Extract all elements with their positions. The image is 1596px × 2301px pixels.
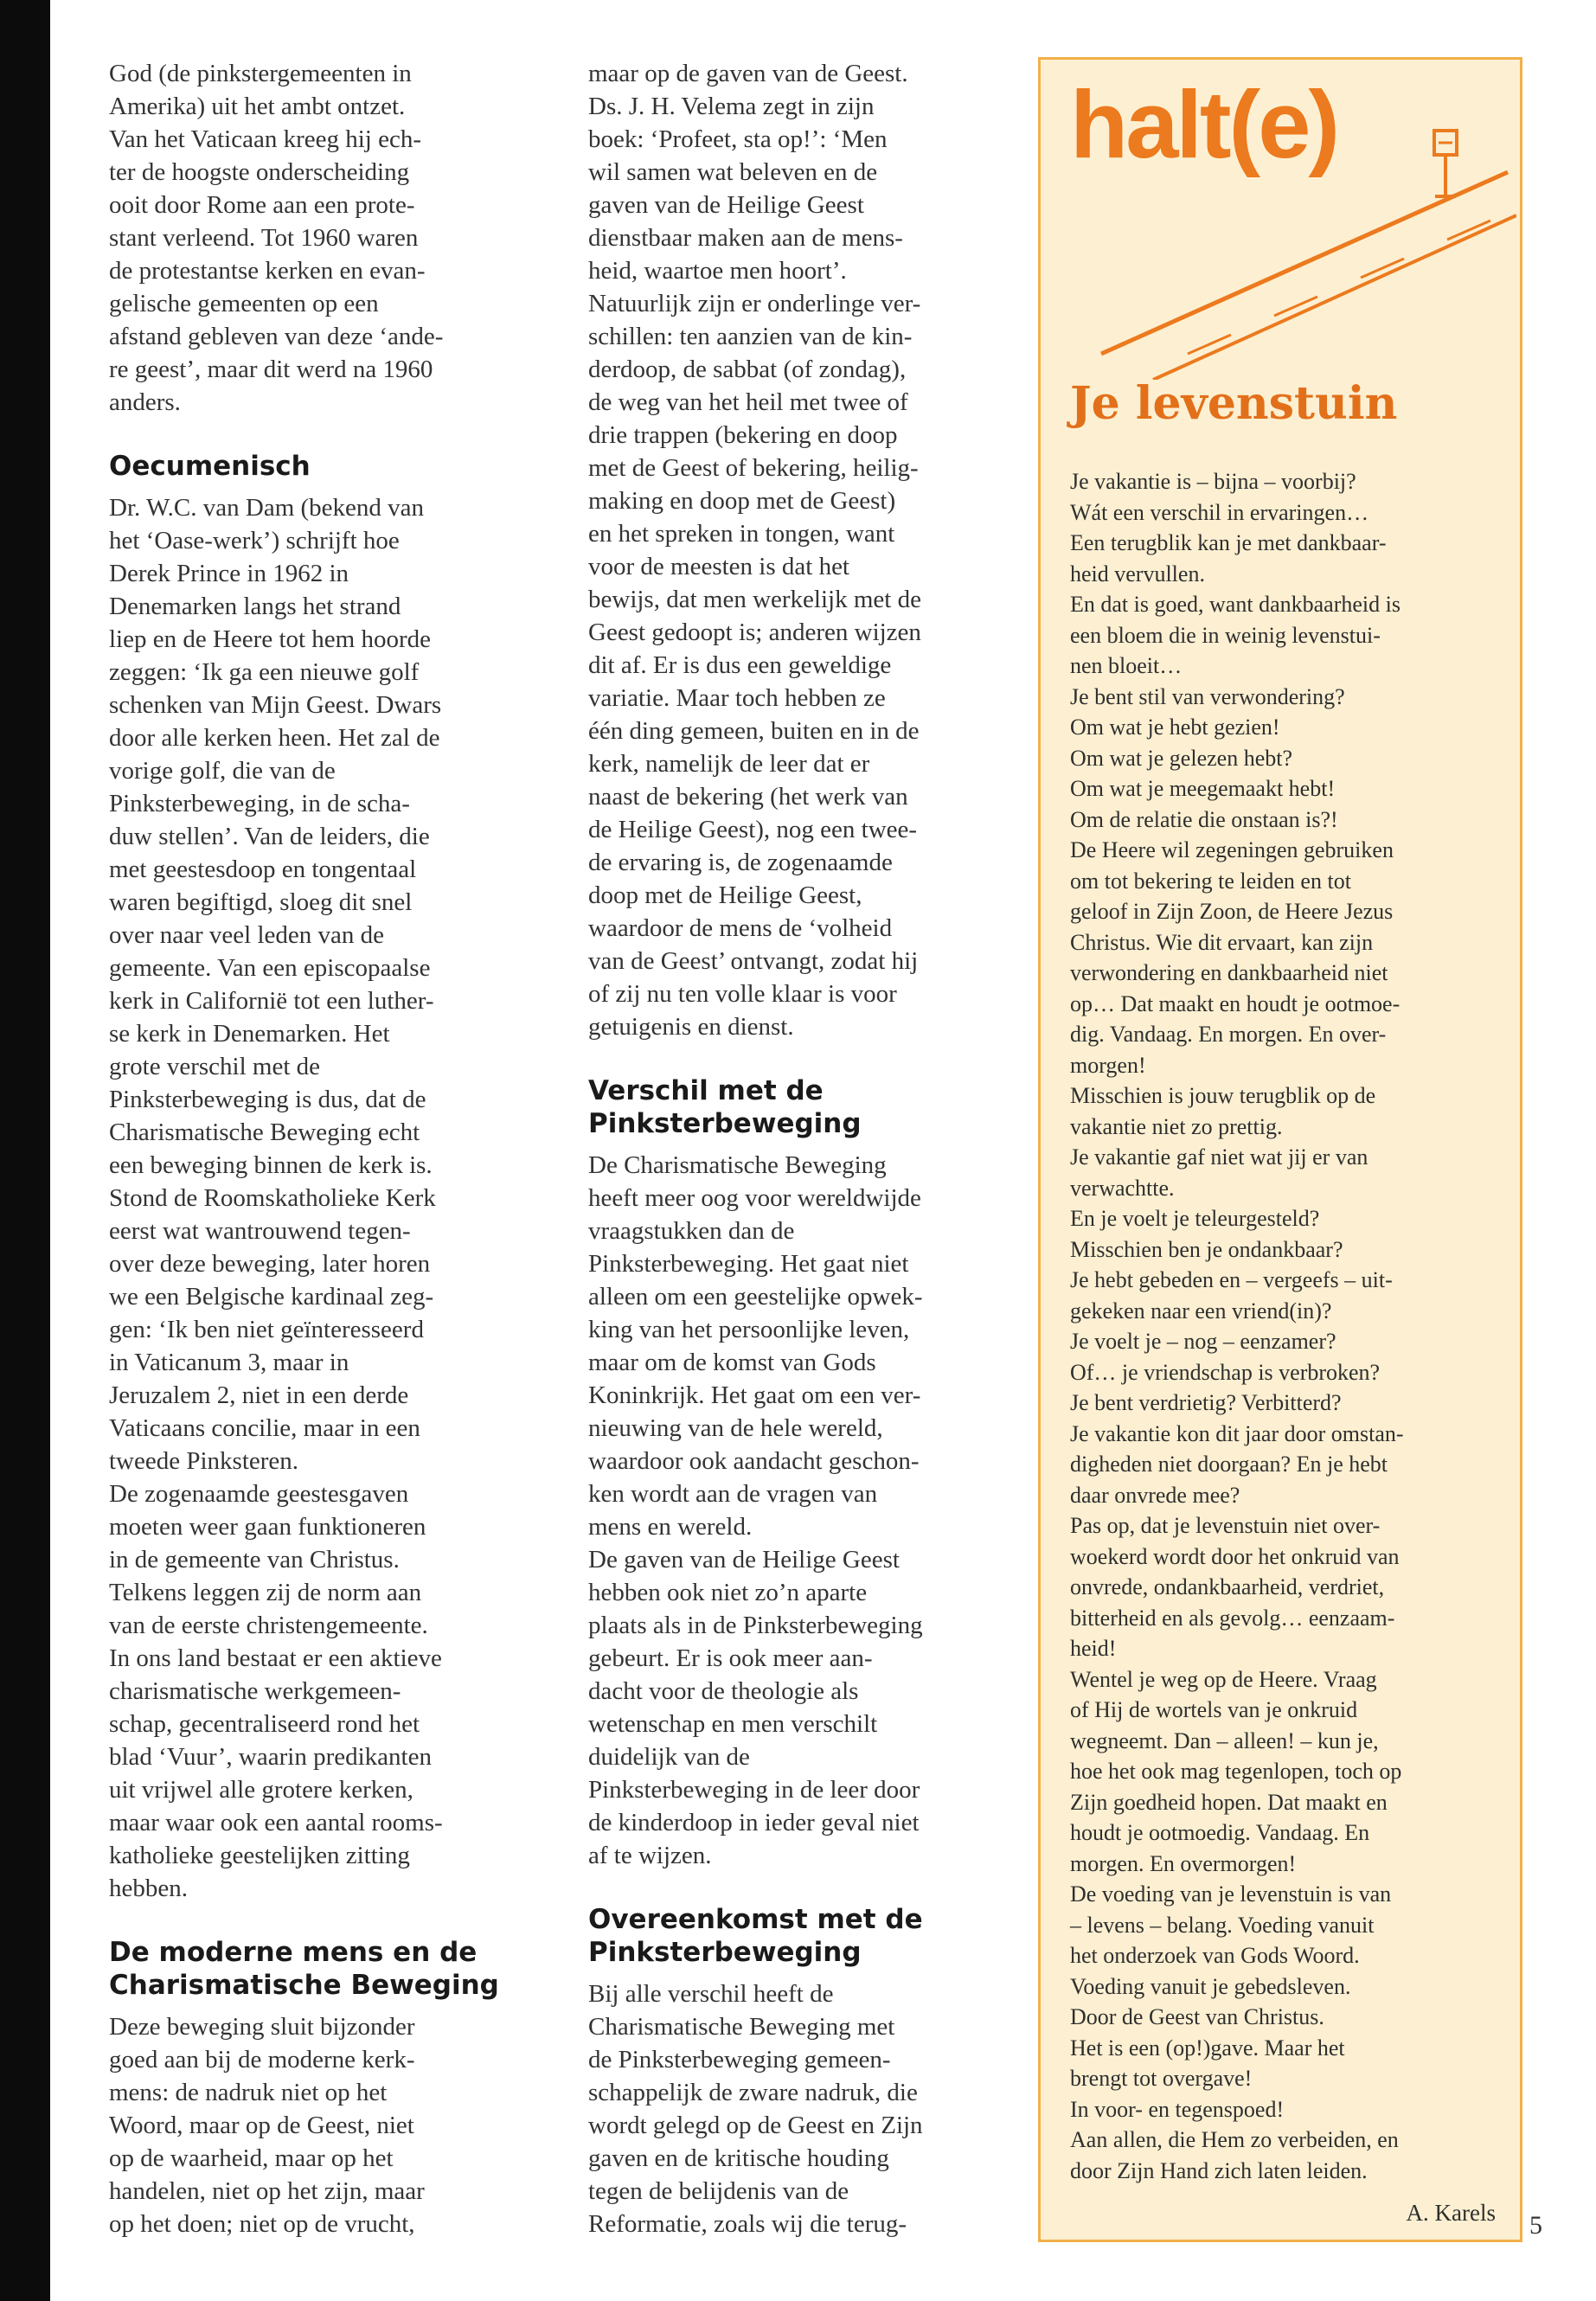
text-line: alleen om een geestelijke opwek- bbox=[588, 1283, 923, 1311]
text-line: Je voelt je – nog – eenzamer? bbox=[1070, 1329, 1336, 1354]
text-line: wegneemt. Dan – alleen! – kun je, bbox=[1070, 1727, 1379, 1753]
text-line: blad ‘Vuur’, waarin predikanten bbox=[109, 1743, 432, 1771]
text-line: Natuurlijk zijn er onderlinge ver- bbox=[588, 290, 921, 317]
text-line: de weg van het heil met twee of bbox=[588, 388, 908, 416]
text-line: Een terugblik kan je met dankbaar- bbox=[1070, 530, 1387, 555]
text-line: om tot bekering te leiden en tot bbox=[1070, 868, 1351, 894]
text-line: gaven en de kritische houding bbox=[588, 2144, 889, 2172]
text-line: Pas op, dat je levenstuin niet over- bbox=[1070, 1513, 1381, 1538]
text-line: bewijs, dat men werkelijk met de bbox=[588, 586, 921, 613]
text-line: bitterheid en als gevolg… eenzaam- bbox=[1070, 1605, 1395, 1631]
text-line: op het doen; niet op de vrucht, bbox=[109, 2210, 415, 2238]
col2-intro bbox=[588, 57, 1021, 1043]
text-line: eerst wat wantrouwend tegen- bbox=[109, 1217, 411, 1245]
text-line: daar onvrede mee? bbox=[1070, 1482, 1240, 1508]
sidebar-box bbox=[1038, 57, 1522, 2242]
text-line: Je hebt gebeden en – vergeefs – uit- bbox=[1070, 1267, 1393, 1292]
text-line: schillen: ten aanzien van de kin- bbox=[588, 323, 913, 350]
text-line: stant verleend. Tot 1960 waren bbox=[109, 224, 419, 252]
text-line: De voeding van je levenstuin is van bbox=[1070, 1881, 1392, 1907]
text-line: Pinksterbeweging is dus, dat de bbox=[109, 1086, 426, 1113]
text-line: De Charismatische Beweging bbox=[588, 1151, 887, 1179]
text-line: Je vakantie is – bijna – voorbij? bbox=[1070, 469, 1356, 494]
text-line: Om de relatie die onstaan is?! bbox=[1070, 806, 1338, 832]
text-line: maar om de komst van Gods bbox=[588, 1349, 876, 1376]
text-line: uit vrijwel alle grotere kerken, bbox=[109, 1776, 413, 1804]
text-line: Pinksterbeweging. Het gaat niet bbox=[588, 1250, 909, 1278]
text-line: variatie. Maar toch hebben ze bbox=[588, 684, 886, 712]
text-line: re geest’, maar dit werd na 1960 bbox=[109, 356, 433, 383]
text-line: schenken van Mijn Geest. Dwars bbox=[109, 691, 442, 719]
col2-para-2 bbox=[588, 1543, 1021, 1872]
text-line: het onderzoek van Gods Woord. bbox=[1070, 1943, 1360, 1968]
text-line: verwondering en dankbaarheid niet bbox=[1070, 960, 1388, 985]
text-line: Om wat je hebt gezien! bbox=[1070, 715, 1280, 740]
text-line: Om wat je gelezen hebt? bbox=[1070, 745, 1292, 771]
text-line: op de waarheid, maar op het bbox=[109, 2144, 394, 2172]
text-line: Reformatie, zoals wij die terug- bbox=[588, 2210, 907, 2238]
text-line: In ons land bestaat er een aktieve bbox=[109, 1644, 442, 1672]
text-line: De gaven van de Heilige Geest bbox=[588, 1546, 900, 1574]
text-line: ken wordt aan de vragen van bbox=[588, 1480, 878, 1508]
text-line: wil samen wat beleven en de bbox=[588, 158, 878, 186]
text-line: katholieke geestelijken zitting bbox=[109, 1842, 410, 1869]
col1-para-2 bbox=[109, 1477, 542, 1905]
text-line: Misschien is jouw terugblik op de bbox=[1070, 1083, 1376, 1108]
author-name: A. Karels bbox=[1406, 2200, 1496, 2226]
text-line: ooit door Rome aan een prote- bbox=[109, 191, 415, 219]
text-line: een beweging binnen de kerk is. bbox=[109, 1151, 433, 1179]
text-line: of Hij de wortels van je onkruid bbox=[1070, 1697, 1358, 1722]
text-line: Charismatische Beweging bbox=[109, 1970, 499, 2001]
sidebar-title: Je levenstuin bbox=[1070, 377, 1398, 430]
text-line: De Heere wil zegeningen gebruiken bbox=[1070, 837, 1394, 862]
text-line: Jeruzalem 2, niet in een derde bbox=[109, 1381, 409, 1409]
text-line: schappelijk de zware nadruk, die bbox=[588, 2079, 918, 2106]
text-line: op… Dat maakt en houdt je ootmoe- bbox=[1070, 990, 1401, 1016]
text-line: se kerk in Denemarken. Het bbox=[109, 1020, 390, 1048]
text-line: maar waar ook een aantal rooms- bbox=[109, 1809, 443, 1836]
text-line: De moderne mens en de bbox=[109, 1937, 478, 1968]
text-line: de ervaring is, de zogenaamde bbox=[588, 849, 893, 876]
text-line: morgen! bbox=[1070, 1052, 1146, 1078]
text-line: houdt je ootmoedig. Vandaag. En bbox=[1070, 1820, 1370, 1845]
text-line: Dr. W.C. van Dam (bekend van bbox=[109, 494, 425, 522]
text-line: Koninkrijk. Het gaat om een ver- bbox=[588, 1381, 921, 1409]
text-line: hebben. bbox=[109, 1875, 188, 1902]
text-line: met geestesdoop en tongentaal bbox=[109, 856, 417, 883]
text-line: Amerika) uit het ambt ontzet. bbox=[109, 93, 406, 120]
text-line: gen: ‘Ik ben niet geïnteresseerd bbox=[109, 1316, 424, 1343]
column-2 bbox=[588, 57, 1021, 2240]
col2-para-3 bbox=[588, 1977, 1021, 2240]
text-line: mens: de nadruk niet op het bbox=[109, 2079, 388, 2106]
text-line: hebben ook niet zo’n aparte bbox=[588, 1579, 868, 1606]
text-line: we een Belgische kardinaal zeg- bbox=[109, 1283, 434, 1311]
text-line: Charismatische Beweging met bbox=[588, 2013, 895, 2041]
text-line: boek: ‘Profeet, sta op!’: ‘Men bbox=[588, 125, 888, 153]
text-line: kerk in Californië tot een luther- bbox=[109, 987, 434, 1015]
text-line: wetenschap en men verschilt bbox=[588, 1710, 878, 1738]
text-line: Of… je vriendschap is verbroken? bbox=[1070, 1359, 1381, 1385]
col1-para-3 bbox=[109, 2010, 542, 2240]
text-line: hoe het ook mag tegenlopen, toch op bbox=[1070, 1759, 1402, 1784]
text-line: maar op de gaven van de Geest. bbox=[588, 60, 908, 87]
text-line: waardoor ook aandacht geschon- bbox=[588, 1447, 920, 1475]
text-line: dit af. Er is dus een geweldige bbox=[588, 651, 892, 679]
text-line: vraagstukken dan de bbox=[588, 1217, 795, 1245]
text-line: van de eerste christengemeente. bbox=[109, 1612, 428, 1639]
text-line: getuigenis en dienst. bbox=[588, 1013, 794, 1041]
text-line: Denemarken langs het strand bbox=[109, 593, 401, 620]
text-line: En je voelt je teleurgesteld? bbox=[1070, 1206, 1320, 1231]
text-line: Pinksterbeweging in de leer door bbox=[588, 1776, 920, 1804]
text-line: gekeken naar een vriend(in)? bbox=[1070, 1298, 1332, 1324]
text-line: waren begiftigd, sloeg dit snel bbox=[109, 888, 413, 916]
text-line: ter de hoogste onderscheiding bbox=[109, 158, 410, 186]
text-line: door alle kerken heen. Het zal de bbox=[109, 724, 440, 752]
text-line: Je vakantie kon dit jaar door omstan- bbox=[1070, 1420, 1404, 1446]
text-line: Charismatische Beweging echt bbox=[109, 1118, 420, 1146]
text-line: drie trappen (bekering en doop bbox=[588, 421, 898, 449]
text-line: liep en de Heere tot hem hoorde bbox=[109, 625, 432, 653]
column-1 bbox=[109, 57, 542, 2240]
text-line: heid! bbox=[1070, 1636, 1117, 1661]
text-line: voor de meesten is dat het bbox=[588, 553, 849, 580]
page-edge-bar bbox=[0, 0, 50, 2301]
text-line: handelen, niet op het zijn, maar bbox=[109, 2177, 425, 2205]
text-line: gaven van de Heilige Geest bbox=[588, 191, 864, 219]
text-line: brengt tot overgave! bbox=[1070, 2066, 1253, 2091]
text-line: duidelijk van de bbox=[588, 1743, 750, 1771]
halte-logo: halt(e) bbox=[1070, 72, 1337, 178]
text-line: Het is een (op!)gave. Maar het bbox=[1070, 2035, 1345, 2061]
text-line: over naar veel leden van de bbox=[109, 921, 385, 949]
text-line: de protestantse kerken en evan- bbox=[109, 257, 426, 285]
text-line: dacht voor de theologie als bbox=[588, 1677, 859, 1705]
text-line: één ding gemeen, buiten en in de bbox=[588, 717, 920, 745]
text-line: digheden niet doorgaan? En je hebt bbox=[1070, 1452, 1388, 1477]
text-line: Je vakantie gaf niet wat jij er van bbox=[1070, 1144, 1368, 1170]
text-line: De zogenaamde geestesgaven bbox=[109, 1480, 409, 1508]
text-line: plaats als in de Pinksterbeweging bbox=[588, 1612, 923, 1639]
text-line: nen bloeit… bbox=[1070, 653, 1183, 678]
text-line: Pinksterbeweging bbox=[588, 1937, 862, 1968]
text-line: Overeenkomst met de bbox=[588, 1904, 923, 1935]
text-line: Pinksterbeweging bbox=[588, 1108, 862, 1139]
text-line: wordt gelegd op de Geest en Zijn bbox=[588, 2112, 923, 2139]
text-line: over deze beweging, later horen bbox=[109, 1250, 431, 1278]
text-line: Derek Prince in 1962 in bbox=[109, 560, 349, 587]
text-line: Misschien ben je ondankbaar? bbox=[1070, 1236, 1343, 1262]
text-line: Wát een verschil in ervaringen… bbox=[1070, 499, 1369, 525]
text-line: en het spreken in tongen, want bbox=[588, 520, 895, 548]
col1-intro bbox=[109, 57, 542, 419]
text-line: Christus. Wie dit ervaart, kan zijn bbox=[1070, 929, 1374, 955]
text-line: goed aan bij de moderne kerk- bbox=[109, 2046, 415, 2073]
text-line: Voeding vanuit je gebedsleven. bbox=[1070, 1973, 1351, 1999]
text-line: de kinderdoop in ieder geval niet bbox=[588, 1809, 920, 1836]
text-line: nieuwing van de hele wereld, bbox=[588, 1414, 883, 1442]
text-line: de Pinksterbeweging gemeen- bbox=[588, 2046, 891, 2073]
col1-heading-oecumenisch: Oecumenisch bbox=[109, 451, 311, 482]
text-line: heid vervullen. bbox=[1070, 561, 1205, 586]
page-number: 5 bbox=[1529, 2211, 1542, 2240]
sidebar-text bbox=[1070, 466, 1503, 2186]
text-line: doop met de Heilige Geest, bbox=[588, 881, 862, 909]
text-line: in de gemeente van Christus. bbox=[109, 1546, 400, 1574]
text-line: In voor- en tegenspoed! bbox=[1070, 2096, 1285, 2122]
text-line: Deze beweging sluit bijzonder bbox=[109, 2013, 415, 2041]
text-line: met de Geest of bekering, heilig- bbox=[588, 454, 919, 482]
text-line: Wentel je weg op de Heere. Vraag bbox=[1070, 1666, 1377, 1692]
text-line: vorige golf, die van de bbox=[109, 757, 336, 785]
text-line: dienstbaar maken aan de mens- bbox=[588, 224, 903, 252]
text-line: tweede Pinksteren. bbox=[109, 1447, 299, 1475]
text-line: dig. Vandaag. En morgen. En over- bbox=[1070, 1022, 1387, 1047]
text-line: Om wat je meegemaakt hebt! bbox=[1070, 776, 1336, 801]
text-line: moeten weer gaan funktioneren bbox=[109, 1513, 426, 1541]
text-line: onvrede, ondankbaarheid, verdriet, bbox=[1070, 1574, 1385, 1599]
text-line: heid, waartoe men hoort’. bbox=[588, 257, 847, 285]
text-line: Aan allen, die Hem zo verbeiden, en bbox=[1070, 2127, 1399, 2152]
text-line: vakantie niet zo prettig. bbox=[1070, 1113, 1283, 1139]
text-line: Woord, maar op de Geest, niet bbox=[109, 2112, 414, 2139]
text-line: door Zijn Hand zich laten leiden. bbox=[1070, 2157, 1368, 2183]
text-line: een bloem die in weinig levenstui- bbox=[1070, 622, 1381, 648]
text-line: gebeurt. Er is ook meer aan- bbox=[588, 1644, 873, 1672]
text-line: van de Geest’ ontvangt, zodat hij bbox=[588, 947, 919, 975]
text-line: in Vaticanum 3, maar in bbox=[109, 1349, 349, 1376]
text-line: making en doop met de Geest) bbox=[588, 487, 896, 515]
col2-heading-verschil bbox=[588, 1074, 1021, 1140]
col1-heading-moderne-mens bbox=[109, 1936, 542, 2002]
text-line: Je bent verdrietig? Verbitterd? bbox=[1070, 1390, 1342, 1415]
text-line: naast de bekering (het werk van bbox=[588, 783, 908, 811]
text-line: Geest gedoopt is; anderen wijzen bbox=[588, 619, 921, 646]
text-line: God (de pinkstergemeenten in bbox=[109, 60, 412, 87]
text-line: grote verschil met de bbox=[109, 1053, 320, 1080]
text-line: Bij alle verschil heeft de bbox=[588, 1980, 834, 2008]
text-line: duw stellen’. Van de leiders, die bbox=[109, 823, 430, 850]
text-line: zeggen: ‘Ik ga een nieuwe golf bbox=[109, 658, 420, 686]
text-line: de Heilige Geest), nog een twee- bbox=[588, 816, 918, 843]
text-line: Verschil met de bbox=[588, 1075, 824, 1106]
col2-heading-overeenkomst bbox=[588, 1903, 1021, 1969]
text-line: morgen. En overmorgen! bbox=[1070, 1850, 1297, 1876]
text-line: geloof in Zijn Zoon, de Heere Jezus bbox=[1070, 899, 1394, 924]
text-line: kerk, namelijk de leer dat er bbox=[588, 750, 870, 778]
text-line: En dat is goed, want dankbaarheid is bbox=[1070, 592, 1401, 617]
text-line: king van het persoonlijke leven, bbox=[588, 1316, 910, 1343]
text-line: anders. bbox=[109, 388, 181, 416]
text-line: het ‘Oase-werk’) schrijft hoe bbox=[109, 527, 400, 554]
text-line: Door de Geest van Christus. bbox=[1070, 2004, 1324, 2029]
text-line: heeft meer oog voor wereldwijde bbox=[588, 1184, 921, 1212]
text-line: gelische gemeenten op een bbox=[109, 290, 379, 317]
text-line: mens en wereld. bbox=[588, 1513, 753, 1541]
col1-para-1 bbox=[109, 491, 542, 1477]
text-line: derdoop, de sabbat (of zondag), bbox=[588, 356, 907, 383]
text-line: Ds. J. H. Velema zegt in zijn bbox=[588, 93, 875, 120]
text-line: waardoor de mens de ‘volheid bbox=[588, 914, 893, 942]
col2-para-1 bbox=[588, 1149, 1021, 1543]
text-line: af te wijzen. bbox=[588, 1842, 712, 1869]
text-line: afstand gebleven van deze ‘ande- bbox=[109, 323, 444, 350]
text-line: Vaticaans concilie, maar in een bbox=[109, 1414, 420, 1442]
text-line: charismatische werkgemeen- bbox=[109, 1677, 401, 1705]
text-line: gemeente. Van een episcopaalse bbox=[109, 954, 431, 982]
text-line: Pinksterbeweging, in de scha- bbox=[109, 790, 410, 817]
text-line: – levens – belang. Voeding vanuit bbox=[1070, 1912, 1375, 1938]
text-line: tegen de belijdenis van de bbox=[588, 2177, 849, 2205]
text-line: woekerd wordt door het onkruid van bbox=[1070, 1543, 1400, 1569]
text-line: Stond de Roomskatholieke Kerk bbox=[109, 1184, 436, 1212]
text-line: Van het Vaticaan kreeg hij ech- bbox=[109, 125, 421, 153]
text-line: verwachtte. bbox=[1070, 1175, 1175, 1201]
text-line: Zijn goedheid hopen. Dat maakt en bbox=[1070, 1789, 1388, 1815]
text-line: Je bent stil van verwondering? bbox=[1070, 683, 1345, 709]
text-line: schap, gecentraliseerd rond het bbox=[109, 1710, 420, 1738]
text-line: of zij nu ten volle klaar is voor bbox=[588, 980, 897, 1008]
text-line: Telkens leggen zij de norm aan bbox=[109, 1579, 422, 1606]
